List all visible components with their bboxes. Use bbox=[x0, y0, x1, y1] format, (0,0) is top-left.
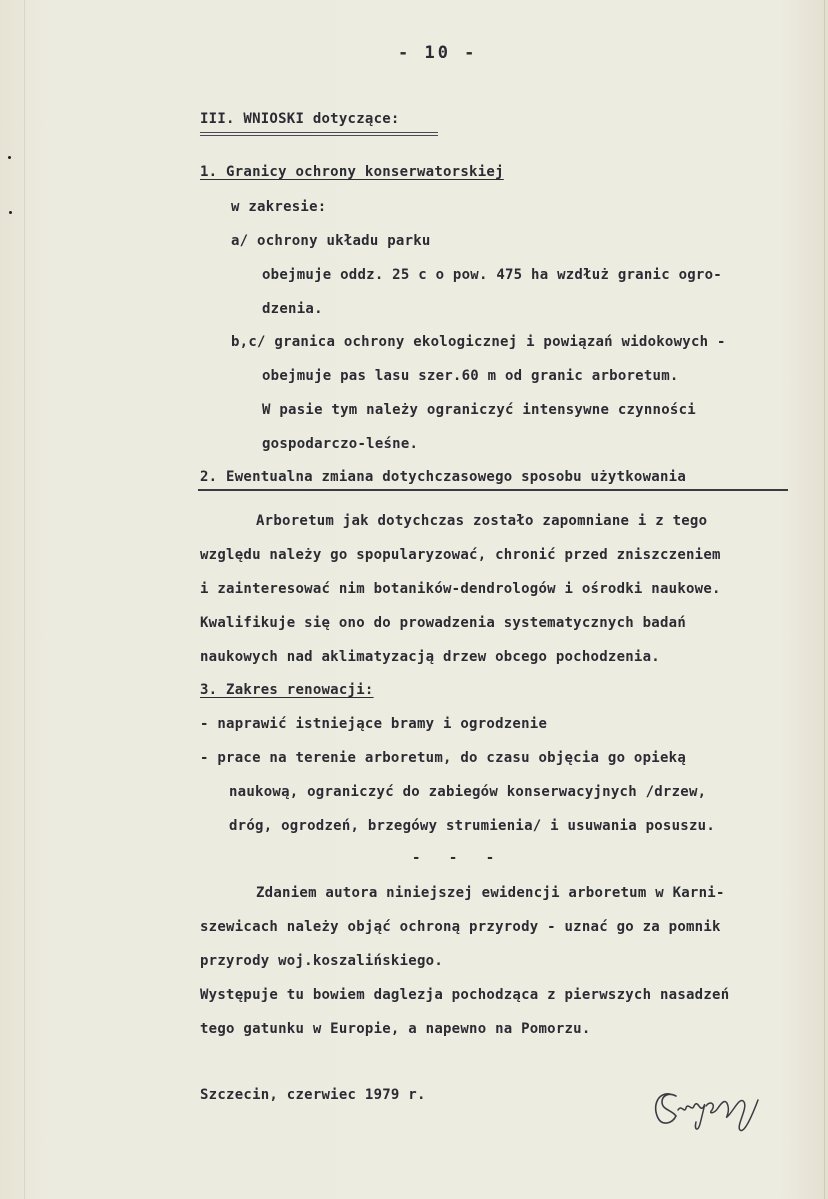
margin-mark bbox=[8, 156, 11, 159]
item1-bc-text-line: W pasie tym należy ograniczyć intensywne czynności bbox=[262, 402, 696, 418]
page-edge-right bbox=[824, 0, 825, 1199]
item3-title: 3. Zakres renowacji: bbox=[200, 682, 374, 698]
item1-title: 1. Granicy ochrony konserwatorskiej bbox=[200, 164, 504, 180]
item1-scope-label: w zakresie: bbox=[231, 199, 327, 215]
item3-bullet: - naprawić istniejące bramy i ogrodzenie bbox=[200, 716, 548, 732]
margin-mark bbox=[9, 211, 12, 214]
item1-bc-text-line: gospodarczo-leśne. bbox=[262, 436, 419, 452]
item1-a-text-line: obejmuje oddz. 25 c o pow. 475 ha wzdłuż granic ogro- bbox=[262, 267, 722, 283]
item1-bc-label: b,c/ granica ochrony ekologicznej i powiązań widokowych - bbox=[231, 334, 726, 350]
conclusion-line: tego gatunku w Europie, a napewno na Pomorzu. bbox=[200, 1021, 591, 1037]
item1-bc-text-line: obejmuje pas lasu szer.60 m od granic arboretum. bbox=[262, 368, 679, 384]
conclusion-line: przyrody woj.koszalińskiego. bbox=[200, 953, 444, 969]
place-date: Szczecin, czerwiec 1979 r. bbox=[200, 1087, 426, 1103]
separator: - - - bbox=[412, 850, 505, 866]
item2-text-line: względu należy go spopularyzować, chronić przed zniszczeniem bbox=[200, 547, 721, 563]
item2-text-line: Arboretum jak dotychczas zostało zapomniane i z tego bbox=[256, 513, 708, 529]
item1-a-text-line: dzenia. bbox=[262, 301, 323, 317]
section-heading-double-underline bbox=[200, 132, 438, 136]
item3-bullet-continuation: naukową, ograniczyć do zabiegów konserwacyjnych /drzew, bbox=[229, 784, 707, 800]
item3-bullet: - prace na terenie arboretum, do czasu objęcia go opieką bbox=[200, 750, 687, 766]
page-number: - 10 - bbox=[398, 43, 478, 63]
item3-bullet-continuation: dróg, ogrodzeń, brzegówy strumienia/ i usuwania posuszu. bbox=[229, 818, 716, 834]
item1-a-label: a/ ochrony układu parku bbox=[231, 233, 431, 249]
conclusion-line: Zdaniem autora niniejszej ewidencji arboretum w Karni- bbox=[256, 885, 725, 901]
section-heading: III. WNIOSKI dotyczące: bbox=[200, 111, 400, 127]
page-edge-left bbox=[24, 0, 25, 1199]
item2-title-underline bbox=[198, 489, 788, 491]
conclusion-line: Występuje tu bowiem daglezja pochodząca z pierwszych nasadzeń bbox=[200, 987, 730, 1003]
item2-text-line: i zainteresować nim botaników-dendrologów i ośrodki naukowe. bbox=[200, 581, 721, 597]
item2-title: 2. Ewentualna zmiana dotychczasowego sposobu użytkowania bbox=[200, 469, 687, 485]
handwritten-signature bbox=[648, 1080, 766, 1138]
item2-text-line: naukowych nad aklimatyzacją drzew obcego pochodzenia. bbox=[200, 649, 660, 665]
conclusion-line: szewicach należy objąć ochroną przyrody - uznać go za pomnik bbox=[200, 919, 721, 935]
item2-text-line: Kwalifikuje się ono do prowadzenia systematycznych badań bbox=[200, 615, 687, 631]
